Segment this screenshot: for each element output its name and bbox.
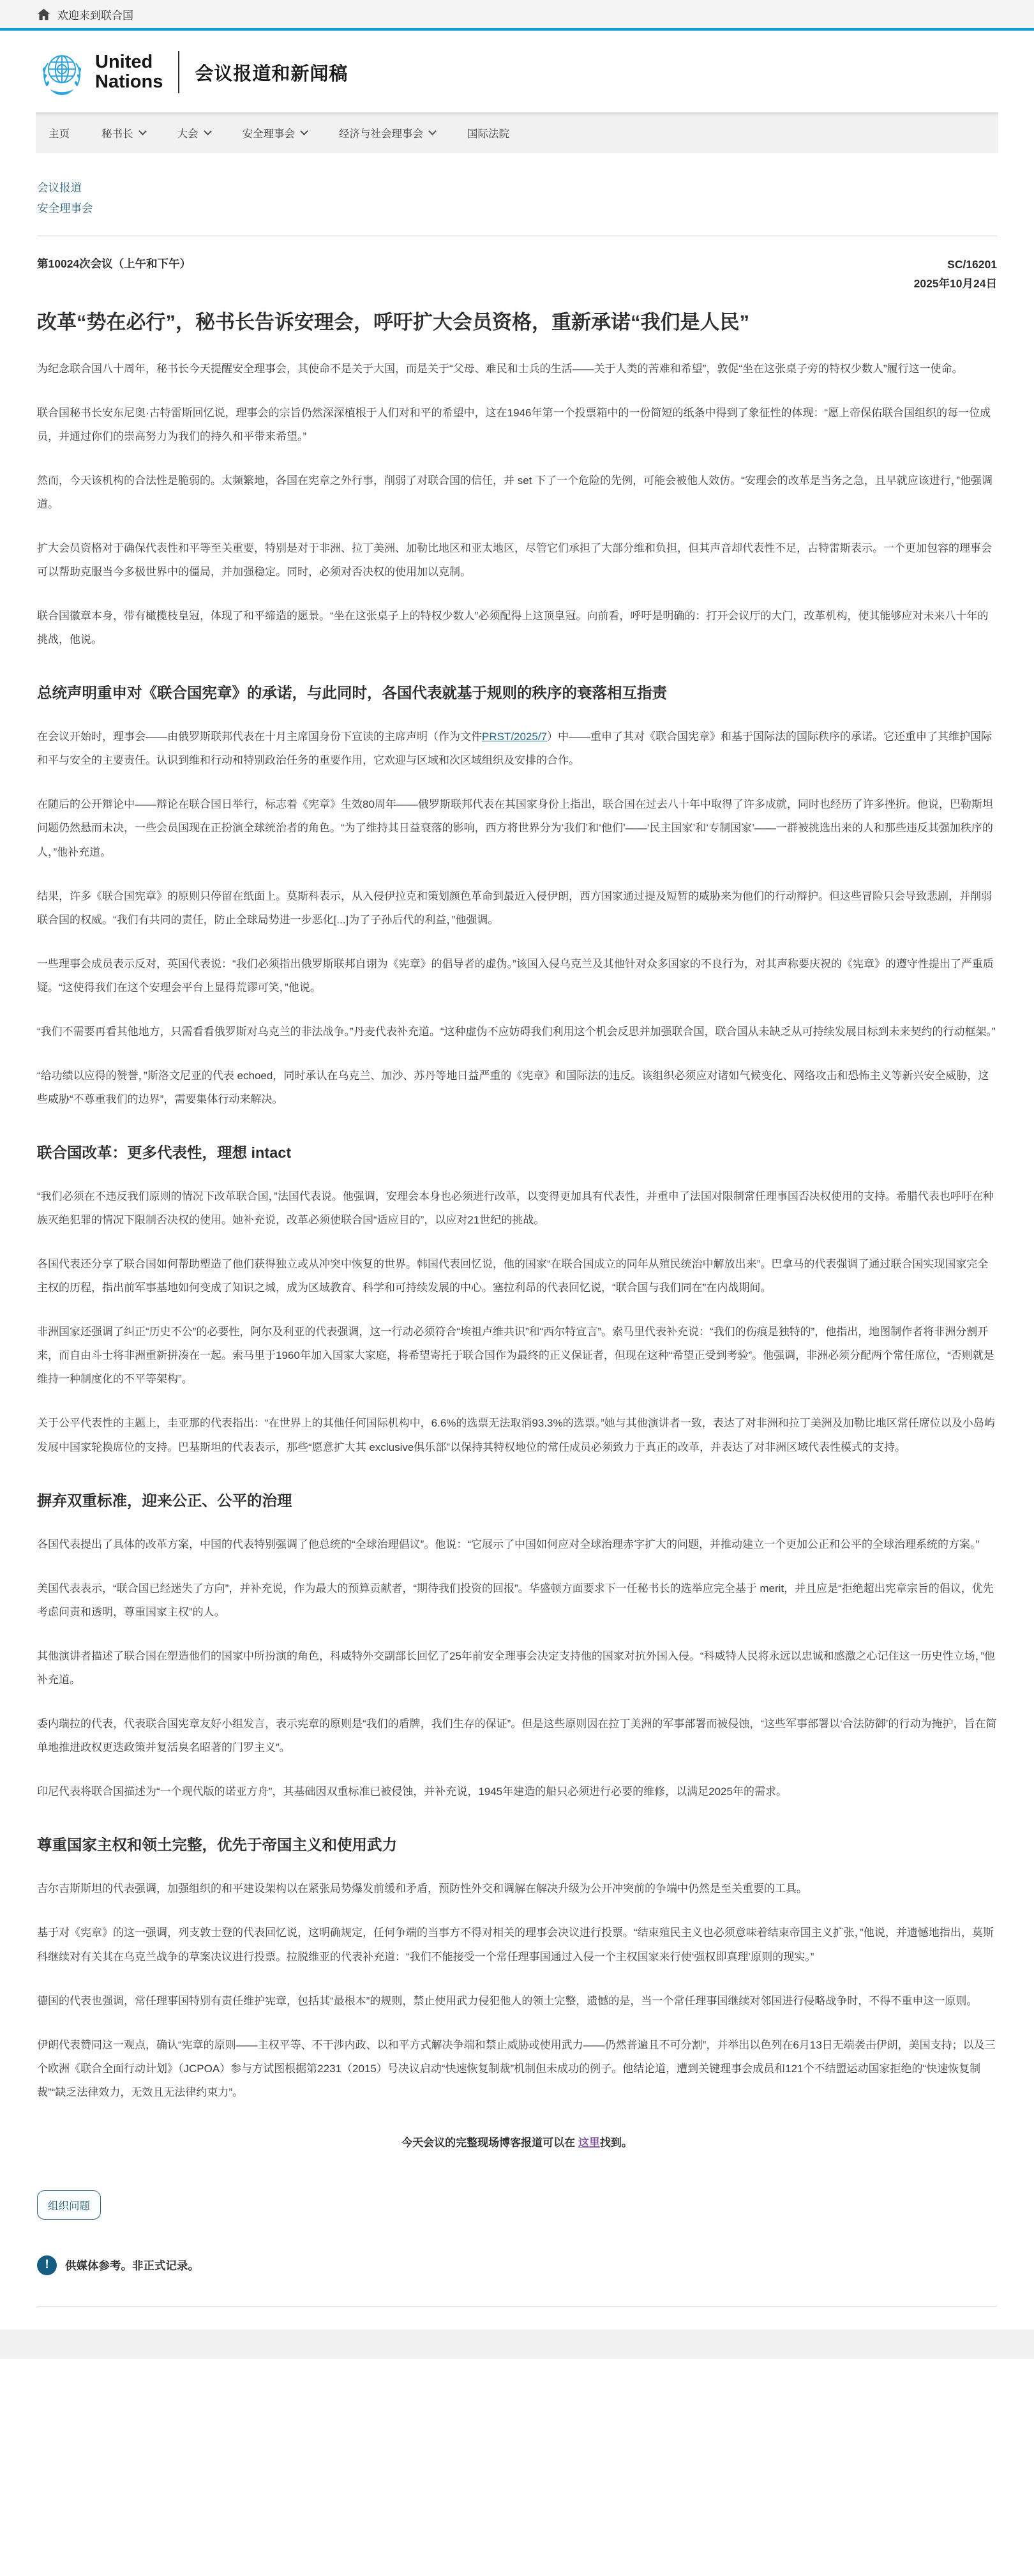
document-info [914,255,997,294]
live-blog-note [37,2133,997,2149]
meeting-meta [37,255,997,294]
org-name-line1: United [95,51,153,72]
article-paragraph: 德国的代表也强调，常任理事国特别有责任维护宪章，包括其“最根本”的规则，禁止使用武力侵犯他人的领土完整，遗憾的是，当一个常任理事国继续对邻国进行侵略战争时，不得不重申这一原则。 [37,1994,978,2007]
article-paragraph [37,725,997,772]
live-blog-link[interactable]: 这里 [578,2136,600,2149]
article-paragraph: 其他演讲者描述了联合国在塑造他们的国家中所扮演的角色，科威特外交副部长回忆了25年前安全理事会决定支持他的国家对抗外国入侵。“科威特人民将永远以忠诚和感激之心记住这一历史性立场，”他补充道。 [37,1649,995,1686]
article-paragraph: “我们不需要再看其他地方，只需看看俄罗斯对乌克兰的非法战争。”丹麦代表补充道。“这种虚伪不应妨碍我们利用这个机会反思并加强联合国，联合国从未缺乏从可持续发展目标到未来契约的行动框架。” [37,1025,996,1038]
paragraph-text: 在会议开始时，理事会——由俄罗斯联邦代表在十月主席国身份下宣读的主席声明（作为文件 [37,731,482,743]
nav-item-label: 秘书长 [101,128,133,140]
article-paragraph: “给功绩以应得的赞誉，”斯洛文尼亚的代表 echoed，同时承认在乌克兰、加沙、苏丹等地日益严重的《宪章》和国际法的违反。该组织必须应对诸如气候变化、网络攻击和恐怖主义等新兴安全威胁，这些威胁“不尊重我们的边界”，需要集体行动来解决。 [37,1069,989,1105]
document-date: 2025年10月24日 [913,277,997,290]
document-link[interactable]: PRST/2025/7 [482,731,548,743]
welcome-text[interactable]: 欢迎来到联合国 [57,9,133,22]
nav-item[interactable] [467,125,509,140]
chevron-down-icon [139,127,147,135]
article-paragraph: 印尼代表将联合国描述为“一个现代版的诺亚方舟”，其基础因双重标准已被侵蚀，并补充说，1945年建造的船只必须进行必要的维修，以满足2025年的需求。 [37,1785,787,1798]
article-paragraph: 伊朗代表赞同这一观点，确认“宪章的原则——主权平等、不干涉内政、以和平方式解决争端和禁止威胁或使用武力——仍然普遍且不可分割”，并举出以色列在6月13日无端袭击伊朗，美国支持；以及三个欧洲《联合全面行动计划》（JCPOA）参与方试图根据第2231（2015）号决议启动“快速恢复制裁”机制但未成功的例子。他结论道，遭到关键理事会成员和121个不结盟运动国家拒绝的“快速恢复制裁”“缺乏法律效力，无效且无法律约束力”。 [37,2038,996,2098]
article-paragraph: 一些理事会成员表示反对，英国代表说：“我们必须指出俄罗斯联邦自诩为《宪章》的倡导者的虚伪。”该国入侵乌克兰及其他针对众多国家的不良行为，对其声称要庆祝的《宪章》的遵守性提出了严重质疑。“这使得我们在这个安理会平台上显得荒谬可笑，”他说。 [37,957,994,994]
nav-item-label: 大会 [177,128,199,140]
section-heading: 摒弃双重标准，迎来公正、公平的治理 [37,1492,292,1509]
meeting-number: 第10024次会议（上午和下午） [37,257,191,270]
article-paragraph: 在随后的公开辩论中——辩论在联合国日举行，标志着《宪章》生效80周年——俄罗斯联邦代表在其国家身份上指出，联合国在过去八十年中取得了许多成就，同时也经历了许多挫折。他说，巴勒斯坦问题仍然悬而未决，一些会员国现在正扮演全球统治者的角色。“为了维持其日益衰落的影响，西方将世界分为‘我们’和‘他们’——‘民主国家’和‘专制国家’——一群被挑选出来的人和那些违反其强加秩序的人，”他补充道。 [37,798,993,858]
nav-item-label: 安全理事会 [242,128,295,140]
welcome-bar [0,0,1034,31]
article-paragraph: 各国代表提出了具体的改革方案，中国的代表特别强调了他总统的“全球治理倡议”。他说：“它展示了中国如何应对全球治理赤字扩大的问题，并推动建立一个更加公正和公平的全球治理系统的方案。” [37,1538,980,1550]
article-paragraph: 扩大会员资格对于确保代表性和平等至关重要，特别是对于非洲、拉丁美洲、加勒比地区和亚太地区，尽管它们承担了大部分维和负担，但其声音却代表性不足，古特雷斯表示。一个更加包容的理事会可以帮助克服当今多极世界中的僵局，并加强稳定。同时，必须对否决权的使用加以克制。 [37,542,992,578]
main-nav [36,112,998,153]
article-paragraph: 吉尔吉斯斯坦的代表强调，加强组织的和平建设架构以在紧张局势爆发前缓和矛盾，预防性外交和调解在解决升级为公开冲突前的争端中仍然是至关重要的工具。 [37,1883,807,1895]
section-heading: 联合国改革：更多代表性，理想 intact [37,1144,292,1161]
note-text: 今天会议的完整现场博客报道可以在 [401,2136,578,2149]
breadcrumb [37,178,997,219]
section-heading: 总统声明重申对《联合国宪章》的承诺，与此同时，各国代表就基于规则的秩序的衰落相互指责 [37,685,667,702]
document-symbol: SC/16201 [947,257,997,271]
article-paragraph: “我们必须在不违反我们原则的情况下改革联合国，”法国代表说。他强调，安理会本身也必须进行改革，以变得更加具有代表性，并重申了法国对限制常任理事国否决权使用的支持。希腊代表也呼吁在种族灭绝犯罪的情况下限制否决权的使用。她补充说，改革必须使联合国“适应目的”，以应对21世纪的挑战。 [37,1190,994,1227]
nav-item[interactable] [49,125,70,140]
info-exclamation-icon: ! [37,2255,57,2275]
article-body [37,357,997,2149]
header-divider [178,51,179,93]
nav-item[interactable] [243,125,308,140]
org-name[interactable] [95,52,163,93]
article-paragraph: 为纪念联合国八十周年，秘书长今天提醒安全理事会，其使命不是关于大国，而是关于“父母、难民和士兵的生活——关于人类的苦难和希望”，敦促“坐在这张桌子旁的特权少数人”履行这一使命。 [37,362,963,375]
article-paragraph: 联合国秘书长安东尼奥·古特雷斯回忆说，理事会的宗旨仍然深深植根于人们对和平的希望中，这在1946年第一个投票箱中的一份简短的纸条中得到了象征性的体现：“愿上帝保佑联合国组织的每一位成员，并通过你们的崇高努力为我们的持久和平带来希望。” [37,406,991,443]
nav-item-label: 主页 [49,128,70,140]
bottom-divider [37,2306,997,2307]
article-paragraph: 各国代表还分享了联合国如何帮助塑造了他们获得独立或从冲突中恢复的世界。韩国代表回忆说，他的国家“在联合国成立的同年从殖民统治中解放出来”。巴拿马的代表强调了通过联合国实现国家完全主权的历程，指出前军事基地如何变成了知识之城，成为区域教育、科学和可持续发展的中心。塞拉利昂的代表回忆说，“联合国与我们同在”在内战期间。 [37,1258,989,1294]
media-note [37,2255,997,2275]
nav-item-label: 国际法院 [467,128,509,140]
page-footer [0,2330,1034,2359]
paragraph-text: ）中——重申了其对《联合国宪章》和基于国际法的国际秩序的承诺。它还重申了其维护国际和平与安全的主要责任。认识到维和行动和特别政治任务的重要作用，它欢迎与区域和次区域组织及安排的合作。 [37,731,993,767]
media-note-text: 供媒体参考。非正式记录。 [65,2259,199,2272]
breadcrumb-link[interactable]: 安全理事会 [37,202,93,215]
un-emblem-icon [37,47,87,97]
article-paragraph: 联合国徽章本身，带有橄榄枝皇冠，体现了和平缔造的愿景。“坐在这张桌子上的特权少数人”必须配得上这顶皇冠。向前看，呼吁是明确的：打开会议厅的大门，改革机构，使其能够应对未来八十年的挑战，他说。 [37,609,989,646]
chevron-down-icon [300,127,308,135]
article-paragraph: 委内瑞拉的代表，代表联合国宪章友好小组发言，表示宪章的原则是“我们的盾牌，我们生存的保证”。但是这些原则因在拉丁美洲的军事部署而被侵蚀，“这些军事部署以‘合法防御’的行动为掩护，旨在简单地推进政权更迭政策并复活臭名昭著的门罗主义”。 [37,1718,997,1754]
chevron-down-icon [204,127,212,135]
nav-item[interactable] [339,125,435,140]
org-name-line2: Nations [95,72,163,92]
article-paragraph: 结果，许多《联合国宪章》的原则只停留在纸面上。莫斯科表示，从入侵伊拉克和策划颜色革命到最近入侵伊朗，西方国家通过提及短暂的威胁来为他们的行动辩护。但这些冒险只会导致悲剧，并削弱联合国的权威。“我们有共同的责任，防止全球局势进一步恶化[...]为了子孙后代的利益，”他强调。 [37,890,992,926]
site-header [0,31,1034,112]
article-paragraph: 然而，今天该机构的合法性是脆弱的。太频繁地，各国在宪章之外行事，削弱了对联合国的信任，并 set 下了一个危险的先例，可能会被他人效仿。“安理会的改革是当务之急，且早就应该进行，”他强调道。 [37,474,993,510]
breadcrumb-link[interactable]: 会议报道 [37,181,82,194]
nav-item-label: 经济与社会理事会 [339,128,423,140]
page-title: 改革“势在必行”，秘书长告诉安理会，呼吁扩大会员资格，重新承诺“我们是人民” [37,311,749,334]
nav-item[interactable] [177,125,211,140]
article-paragraph: 关于公平代表性的主题上，圭亚那的代表指出：“在世界上的其他任何国际机构中，6.6%的选票无法取消93.3%的选票。”她与其他演讲者一致，表达了对非洲和拉丁美洲及加勒比地区常任席位以及小岛屿发展中国家轮换席位的支持。巴基斯坦的代表表示，那些“愿意扩大其 exclusive俱乐部”以保持其特权地位的常任成员必须致力于真正的改革，并表达了对非洲区域代表性模式的支持。 [37,1417,995,1453]
site-title[interactable]: 会议报道和新闻稿 [195,63,348,84]
home-icon[interactable] [37,8,50,21]
nav-item[interactable] [101,125,146,140]
article-paragraph: 美国代表表示，“联合国已经迷失了方向”，并补充说，作为最大的预算贡献者，“期待我们投资的回报”。华盛顿方面要求下一任秘书长的选举应完全基于 merit，并且应是“拒绝超出宪章宗旨的倡议，优先考虑问责和透明，尊重国家主权”的人。 [37,1582,994,1618]
chevron-down-icon [428,127,437,135]
note-text: 找到。 [599,2136,633,2149]
article-paragraph: 非洲国家还强调了纠正“历史不公”的必要性，阿尔及利亚的代表强调，这一行动必须符合“埃祖卢维共识”和“西尔特宣言”。索马里代表补充说：“我们的伤痕是独特的”，他指出，地图制作者将非洲分割开来，而自由斗士将非洲重新拼凑在一起。索马里于1960年加入国家大家庭，将希望寄托于联合国作为最终的正义保证者，但现在这种“希望正受到考验”。他强调，非洲必须分配两个常任席位，“否则就是维持一种制度化的不平等架构”。 [37,1326,994,1386]
topic-tag-button[interactable]: 组织问题 [37,2190,101,2220]
article-paragraph: 基于对《宪章》的这一强调，列支敦士登的代表回忆说，这明确规定，任何争端的当事方不得对相关的理事会决议进行投票。“结束殖民主义也必须意味着结束帝国主义扩张，”他说，并遗憾地指出，莫斯科继续对有关其在乌克兰战争的草案决议进行投票。拉脱维亚的代表补充道：“我们不能接受一个常任理事国通过入侵一个主权国家来行使‘强权即真理’原则的现实。” [37,1927,994,1963]
main-content [0,178,1034,2307]
section-heading: 尊重国家主权和领土完整，优先于帝国主义和使用武力 [37,1837,397,1854]
